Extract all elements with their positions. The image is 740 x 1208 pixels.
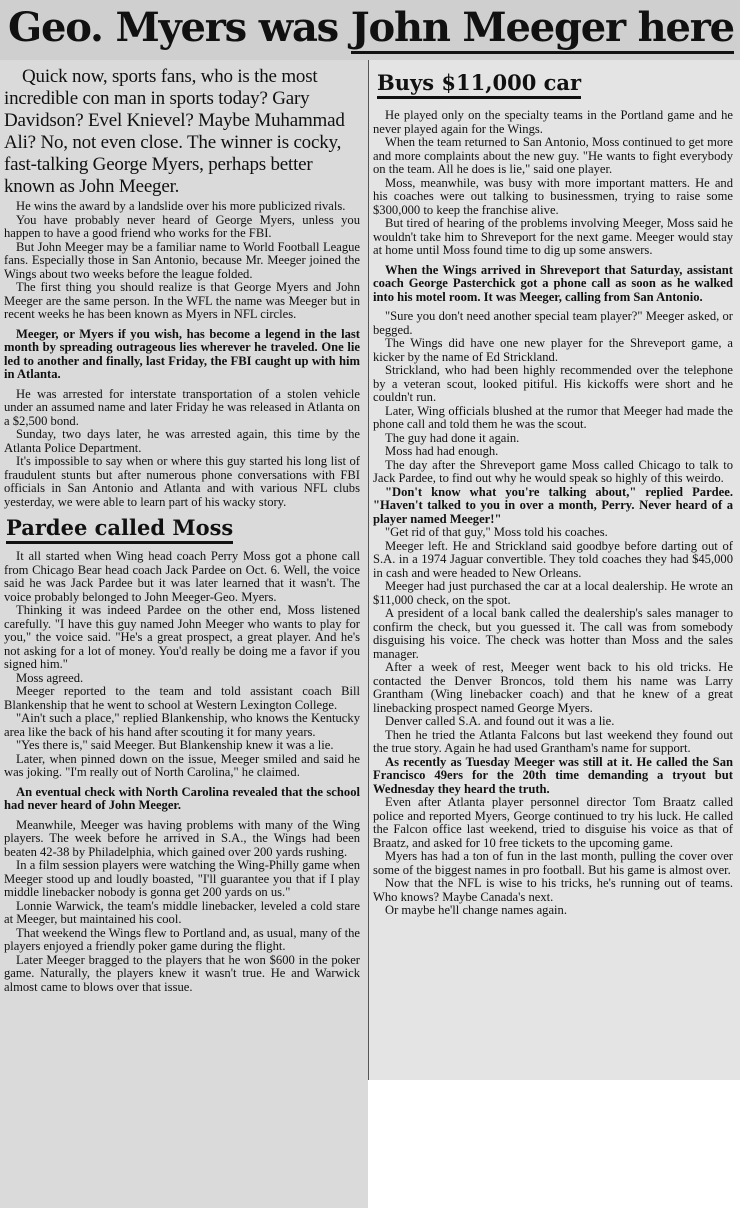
right-column — [368, 60, 740, 1080]
paragraph: Meeger reported to the team and told assistant coach Bill Blankenship that he went to school at Western Lexington College. — [4, 684, 360, 712]
subhead-buys-car: Buys $11,000 car — [377, 70, 581, 99]
paragraph: Moss had had enough. — [385, 444, 499, 458]
paragraph: Now that the NFL is wise to his tricks, he's running out of teams. Who knows? Maybe Canada's next. — [373, 876, 733, 904]
headline-part2: John Meeger here — [351, 4, 734, 54]
headline-part1: Geo. Myers was — [8, 4, 351, 51]
bold-paragraph: An eventual check with North Carolina revealed that the school had never heard of John Meeger. — [4, 784, 360, 812]
paragraph: Or maybe he'll change names again. — [385, 903, 568, 917]
paragraph: Meanwhile, Meeger was having problems with many of the Wing players. The week before he arrived in S.A., the Wings had been beaten 42-38 by Philadelphia, which gained over 200 yards rushing. — [4, 817, 360, 859]
paragraph: But tired of hearing of the problems involving Meeger, Moss said he wouldn't take him to Shreveport for the next game. Meeger would stay at home until Moss found time to dig up some answers. — [373, 216, 733, 257]
paragraph: It all started when Wing head coach Perry Moss got a phone call from Chicago Bear head coach Jack Pardee on Oct. 6. Well, the voice said he was Jack Pardee but it was later learned that it wasn't. The voice probably belonged to John Meeger-Geo. Myers. — [4, 549, 360, 604]
paragraph: Thinking it was indeed Pardee on the other end, Moss listened carefully. "I have this guy named John Meeger who wants to play for you," the voice said. "He's a great prospect, a great player. And he's not asking for a lot of money. You'd really be doing me a favor if you signed him." — [4, 603, 360, 671]
paragraph: But John Meeger may be a familiar name to World Football League fans. Especially those in San Antonio, because Mr. Meeger joined the Wings about two weeks before the league folded. — [4, 239, 360, 281]
right-block-4 — [373, 796, 733, 918]
left-block-1 — [4, 200, 360, 322]
paragraph: Meeger had just purchased the car at a local dealership. He wrote an $11,000 check, on the spot. — [373, 579, 733, 607]
bold-paragraph: "Don't know what you're talking about," replied Pardee. "Haven't talked to you in over a month, Perry. Never heard of a player named Meeger!" — [373, 484, 733, 526]
paragraph: Later, Wing officials blushed at the rumor that Meeger had made the phone call and told them he was the scout. — [373, 403, 733, 431]
paragraph: "Ain't such a place," replied Blankenship, who knows the Kentucky area like the back of his hand after scouting it for many years. — [4, 711, 360, 739]
headline-area — [0, 0, 740, 60]
paragraph: "Sure you don't need another special team player?" Meeger asked, or begged. — [373, 309, 733, 337]
paragraph: The guy had done it again. — [385, 430, 520, 445]
paragraph: Strickland, who had been highly recommended over the telephone by a veteran scout, looked pitiful. His kickoffs were short and he couldn't run. — [373, 363, 733, 404]
paragraph: "Get rid of that guy," Moss told his coaches. — [385, 525, 608, 539]
paragraph: The Wings did have one new player for the Shreveport game, a kicker by the name of Ed Strickland. — [373, 336, 733, 364]
paragraph: When the team returned to San Antonio, Moss continued to get more and more complaints about the new guy. "He wants to fight everybody on the team. All he does is lie," said one player. — [373, 135, 733, 176]
paragraph: Meeger left. He and Strickland said goodbye before darting out of S.A. in a 1974 Jaguar convertible. They told coaches they had $45,000 in cash and were headed to New Orleans. — [373, 538, 733, 580]
paragraph: Denver called S.A. and found out it was a lie. — [385, 714, 615, 728]
left-block-4 — [4, 819, 360, 995]
paragraph: He played only on the specialty teams in the Portland game and he never played again for the Wings. — [373, 108, 733, 136]
paragraph: In a film session players were watching the Wing-Philly game when Meeger stood up and loudly boasted, "I'll guarantee you that if I play middle linebacker nobody is gonna get 200 yards on us." — [4, 858, 360, 899]
paragraph: The first thing you should realize is that George Myers and John Meeger are the same person. In the WFL the name was Meeger but in recent weeks he has been known as Myers in NFL circles. — [4, 280, 360, 321]
paragraph: A president of a local bank called the dealership's sales manager to confirm the check, but you guessed it. The call was from somebody disguising his voice. The check was hotter than Moss and the sales manager. — [373, 606, 733, 661]
left-block-2 — [4, 388, 360, 510]
paragraph: He wins the award by a landslide over his more publicized rivals. — [16, 199, 346, 213]
paragraph: Sunday, two days later, he was arrested again, this time by the Atlanta Police Department. — [4, 427, 360, 455]
paragraph: You have probably never heard of George Myers, unless you happen to have a good friend who works for the FBI. — [4, 212, 360, 240]
bold-paragraph: When the Wings arrived in Shreveport that Saturday, assistant coach George Pasterchick got a phone call as soon as he walked into his motel room. It was Meeger, calling from San Antonio. — [373, 262, 733, 304]
paragraph: Moss, meanwhile, was busy with more important matters. He and his coaches were out talking to businessmen, trying to raise some $300,000 to keep the franchise alive. — [373, 175, 733, 217]
right-block-1 — [373, 109, 733, 258]
paragraph: It's impossible to say when or where this guy started his long list of fraudulent stunts but after numerous phone conversations with FBI officials in San Antonio and Atlanta and with various NFL clubs yesterday, we were able to learn part of his wacky story. — [4, 454, 360, 509]
subhead-pardee-called-moss: Pardee called Moss — [6, 515, 233, 544]
blank-area — [368, 1080, 740, 1208]
headline — [8, 4, 734, 52]
paragraph: He was arrested for interstate transportation of a stolen vehicle under an assumed name and later Friday he was released in Atlanta on a $2,500 bond. — [4, 386, 360, 428]
paragraph: After a week of rest, Meeger went back to his old tricks. He contacted the Denver Broncos, told them his name was Larry Grantham (Wing linebacker coach) and that he knew of a great linebacking prospect named George Myers. — [373, 660, 733, 715]
left-block-3 — [4, 550, 360, 780]
paragraph: Later, when pinned down on the issue, Meeger smiled and said he was joking. "I'm really out of North Carolina," he claimed. — [4, 751, 360, 779]
paragraph: The day after the Shreveport game Moss called Chicago to talk to Jack Pardee, to find out why he would speak so highly of this weirdo. — [373, 457, 733, 485]
bold-paragraph: Meeger, or Myers if you wish, has become a legend in the last month by spreading outrageous lies wherever he traveled. One lie led to another and finally, last Friday, the FBI caught up with him in Atlanta. — [4, 326, 360, 381]
paragraph: Later Meeger bragged to the players that he won $600 in the poker game. Naturally, the players knew it wasn't true. He and Warwick almost came to blows over that issue. — [4, 952, 360, 994]
paragraph: "Yes there is," said Meeger. But Blankenship knew it was a lie. — [16, 738, 334, 752]
paragraph: Even after Atlanta player personnel director Tom Braatz called police and reported Myers, George continued to try his luck. He called the Falcon office last weekend, tried to disguise his voice as that of Braatz, and asked for 10 free tickets to the upcoming game. — [373, 795, 733, 850]
paragraph: That weekend the Wings flew to Portland and, as usual, many of the players enjoyed a friendly poker game during the flight. — [4, 925, 360, 953]
paragraph: Moss agreed. — [16, 670, 84, 685]
left-column — [0, 60, 368, 1208]
paragraph: Myers has had a ton of fun in the last month, pulling the cover over some of the biggest names in pro football. But his game is almost over. — [373, 849, 733, 877]
right-block-3 — [373, 526, 733, 756]
paragraph: Then he tried the Atlanta Falcons but last weekend they found out the true story. Again he had used Grantham's name for support. — [373, 727, 733, 755]
bold-paragraph: As recently as Tuesday Meeger was still at it. He called the San Francisco 49ers for the 20th time demanding a tryout but Wednesday they heard the truth. — [373, 754, 733, 796]
lead-paragraph: Quick now, sports fans, who is the most incredible con man in sports today? Gary Davidson? Evel Knievel? Maybe Muhammad Ali? No, not even close. The winner is cocky, fast-talking George Myers, perhaps better known as John Meeger. — [4, 66, 345, 197]
paragraph: Lonnie Warwick, the team's middle linebacker, leveled a cold stare at Meeger, but maintained his cool. — [4, 898, 360, 926]
right-block-2 — [373, 310, 733, 486]
